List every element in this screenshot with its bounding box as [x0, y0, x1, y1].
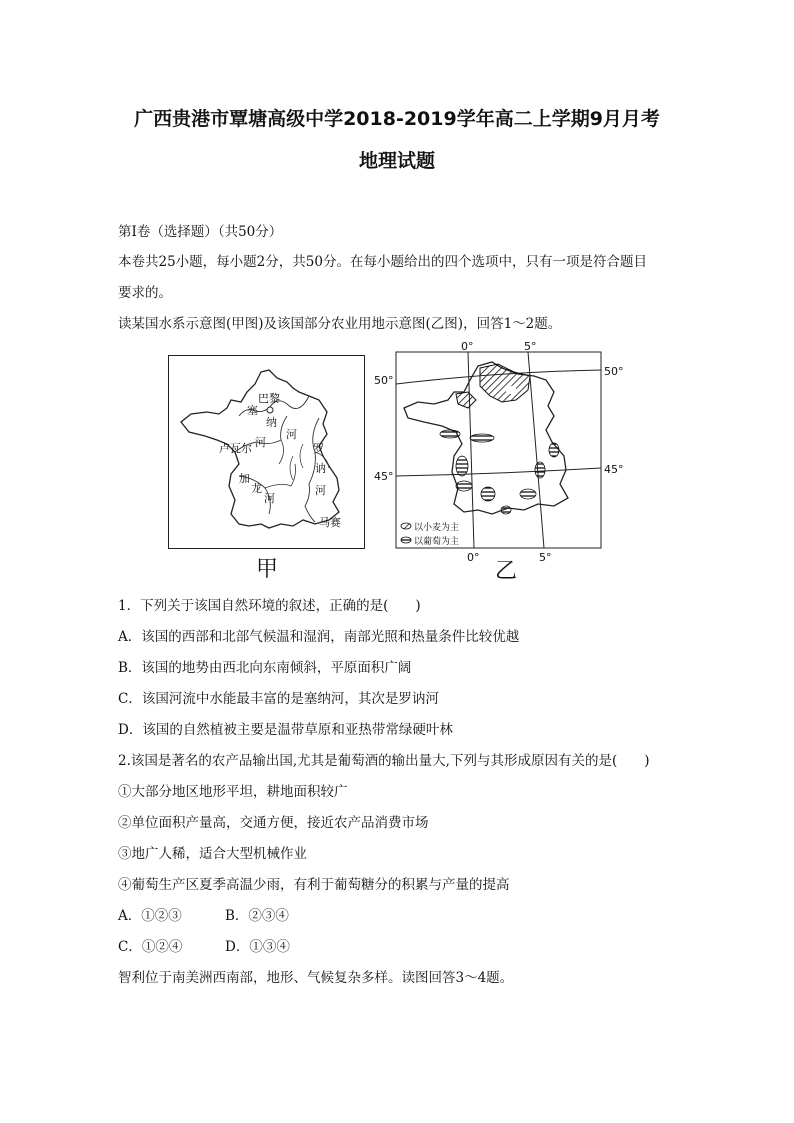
label-loire-2: 河 [255, 436, 266, 449]
q2-statement-1: ①大部分地区地形平坦，耕地面积较广 [118, 784, 348, 800]
q1-option-c: C．该国河流中水能最丰富的是塞纳河，其次是罗讷河 [118, 691, 439, 707]
label-rhone-2: 讷 [315, 462, 326, 475]
q2-option-b: B．②③④ [225, 908, 289, 924]
label-seine-2: 纳 [266, 416, 277, 429]
q1-option-a: A．该国的西部和北部气候温和湿润，南部光照和热量条件比较优越 [118, 629, 520, 645]
q1-option-b: B．该国的地势由西北向东南倾斜，平原面积广阔 [118, 660, 412, 676]
q2-stem: 2.该国是著名的农产品输出国,尤其是葡萄酒的输出量大,下列与其形成原因有关的是( ) [118, 753, 650, 769]
title-line-1: 广西贵港市覃塘高级中学2018-2019学年高二上学期9月月考 [134, 108, 660, 130]
q2-statement-4: ④葡萄生产区夏季高温少雨，有利于葡萄糖分的积累与产量的提高 [118, 877, 510, 893]
legend-grape-label: 以葡萄为主 [414, 537, 460, 547]
q2-option-d: D．①③④ [225, 939, 290, 955]
lon-bot-5: 5° [539, 551, 552, 564]
label-loire-1: 卢瓦尔 [219, 442, 252, 455]
label-rhone-3: 河 [315, 484, 326, 497]
lon-bot-0: 0° [467, 551, 480, 564]
label-garonne-1: 加 [239, 472, 250, 485]
caption-jia: 甲 [256, 557, 279, 582]
lat-45-right: 45° [604, 463, 624, 476]
q2-statement-3: ③地广人稀，适合大型机械作业 [118, 846, 307, 862]
q2-option-a: A．①②③ [118, 908, 182, 924]
legend-wheat-label: 以小麦为主 [414, 523, 460, 533]
q1-option-d: D．该国的自然植被主要是温带草原和亚热带常绿硬叶林 [118, 722, 453, 738]
read-prompt: 读某国水系示意图(甲图)及该国部分农业用地示意图(乙图)，回答1～2题。 [118, 316, 562, 332]
label-seine-1: 塞 [247, 404, 258, 417]
map-jia-drawing [169, 356, 364, 548]
label-rhone-1: 罗 [313, 442, 324, 455]
label-marseille: 马赛 [319, 516, 341, 529]
lat-50-left: 50° [374, 374, 394, 387]
q2-statement-2: ②单位面积产量高，交通方便，接近农产品消费市场 [118, 815, 429, 831]
map-jia [168, 355, 365, 549]
q2-option-c: C．①②④ [118, 939, 183, 955]
label-seine-3: 河 [286, 428, 297, 441]
map-yi [368, 338, 630, 570]
label-garonne-2: 龙 [251, 482, 262, 495]
lat-50-right: 50° [604, 365, 624, 378]
intro-line-2: 要求的。 [118, 285, 172, 301]
section-heading: 第Ⅰ卷（选择题）（共50分） [118, 224, 283, 240]
next-prompt: 智利位于南美洲西南部，地形、气候复杂多样。读图回答3～4题。 [118, 970, 514, 986]
lon-top-0: 0° [461, 340, 474, 353]
intro-line-1: 本卷共25小题，每小题2分，共50分。在每小题给出的四个选项中，只有一项是符合题目 [118, 254, 647, 270]
label-paris: 巴黎 [258, 392, 280, 405]
q1-stem: 1．下列关于该国自然环境的叙述，正确的是( ) [118, 598, 421, 614]
lat-45-left: 45° [374, 470, 394, 483]
caption-yi: 乙 [495, 559, 518, 584]
label-garonne-3: 河 [264, 492, 275, 505]
lon-top-5: 5° [524, 340, 537, 353]
map-yi-drawing [368, 338, 630, 570]
title-line-2: 地理试题 [358, 150, 435, 172]
